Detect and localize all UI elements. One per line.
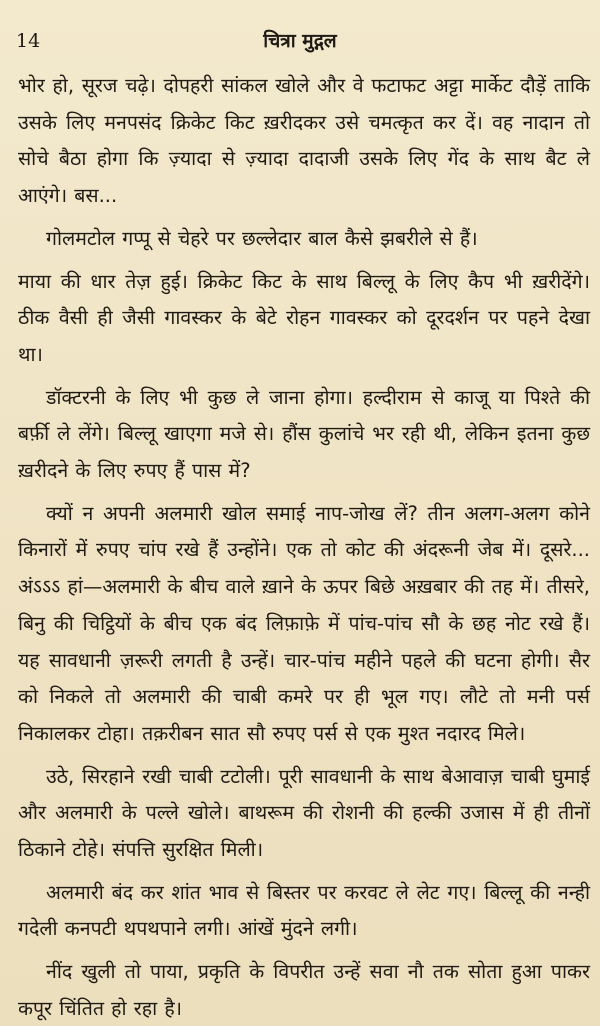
page-header bbox=[0, 28, 600, 58]
body-text bbox=[18, 68, 590, 1026]
running-title: चित्रा मुद्गल bbox=[263, 30, 337, 52]
paragraph-3: माया की धार तेज़ हुई। क्रिकेट किट के साथ बिल्लू के लिए कैप भी ख़रीदेंगे। ठीक वैसी ही जैसी गावस्कर के बेटे रोहन गावस्कर को दूरदर्शन पर पहने देखा था। bbox=[18, 269, 590, 366]
paragraph-5: क्यों न अपनी अलमारी खोल समाई नाप-जोख लें? तीन अलग-अलग कोने किनारों में रुपए चांप रखे हैं उन्होंने। एक तो कोट की अंदरूनी जेब में। दूसरे... अंऽऽऽ हां—अलमारी के बीच वाले ख़ाने के ऊपर बिछे अख़बार की तह में। तीसरे, बिनु की चिट्ठियों के बीच एक बंद लिफ़ाफ़े में पांच-पांच सौ के छह नोट रखे हैं। यह सावधानी ज़रूरी लगती है उन्हें। चार-पांच महीने पहले की घटना होगी। सैर को निकले तो अलमारी की चाबी कमरे पर ही भूल गए। लौटे तो मनी पर्स निकालकर टोहा। तक़रीबन सात सौ रुपए पर्स से एक मुश्त नदारद मिले। bbox=[18, 501, 590, 745]
paragraph-6: उठे, सिरहाने रखी चाबी टटोली। पूरी सावधानी के साथ बेआवाज़ चाबी घुमाई और अलमारी के पल्ले खोले। बाथरूम की रोशनी की हल्की उजास में ही तीनों ठिकाने टोहे। संपत्ति सुरक्षित मिली। bbox=[18, 764, 590, 862]
page-number: 14 bbox=[16, 30, 41, 52]
paragraph-4: डॉक्टरनी के लिए भी कुछ ले जाना होगा। हल्दीराम से काजू या पिश्ते की बर्फ़ी ले लेंगे। बिल्लू खाएगा मजे से। हौंस कुलांचे भर रही थी, लेकिन इतना कुछ ख़रीदने के लिए रुपए हैं पास में? bbox=[18, 385, 590, 483]
paragraph-2: गोलमटोल गप्पू से चेहरे पर छल्लेदार बाल कैसे झबरीले से हैं। bbox=[46, 226, 478, 250]
paragraph-7: अलमारी बंद कर शांत भाव से बिस्तर पर करवट ले लेट गए। बिल्लू की नन्ही गदेली कनपटी थपथपाने लगी। आंखें मुंदने लगी। bbox=[18, 880, 590, 941]
paragraph-8: नींद खुली तो पाया, प्रकृति के विपरीत उन्हें सवा नौ तक सोता हुआ पाकर कपूर चिंतित हो रहा है। bbox=[18, 960, 590, 1020]
paragraph-1: भोर हो, सूरज चढ़े। दोपहरी सांकल खोले और वे फटाफट अट्टा मार्केट दौड़ें ताकि उसके लिए मनपसंद क्रिकेट किट ख़रीदकर उसे चमत्कृत कर दें। वह नादान तो सोचे बैठा होगा कि ज़्यादा से ज़्यादा दादाजी उसके लिए गेंद के साथ बैट ले आएंगे। बस... bbox=[18, 74, 590, 208]
